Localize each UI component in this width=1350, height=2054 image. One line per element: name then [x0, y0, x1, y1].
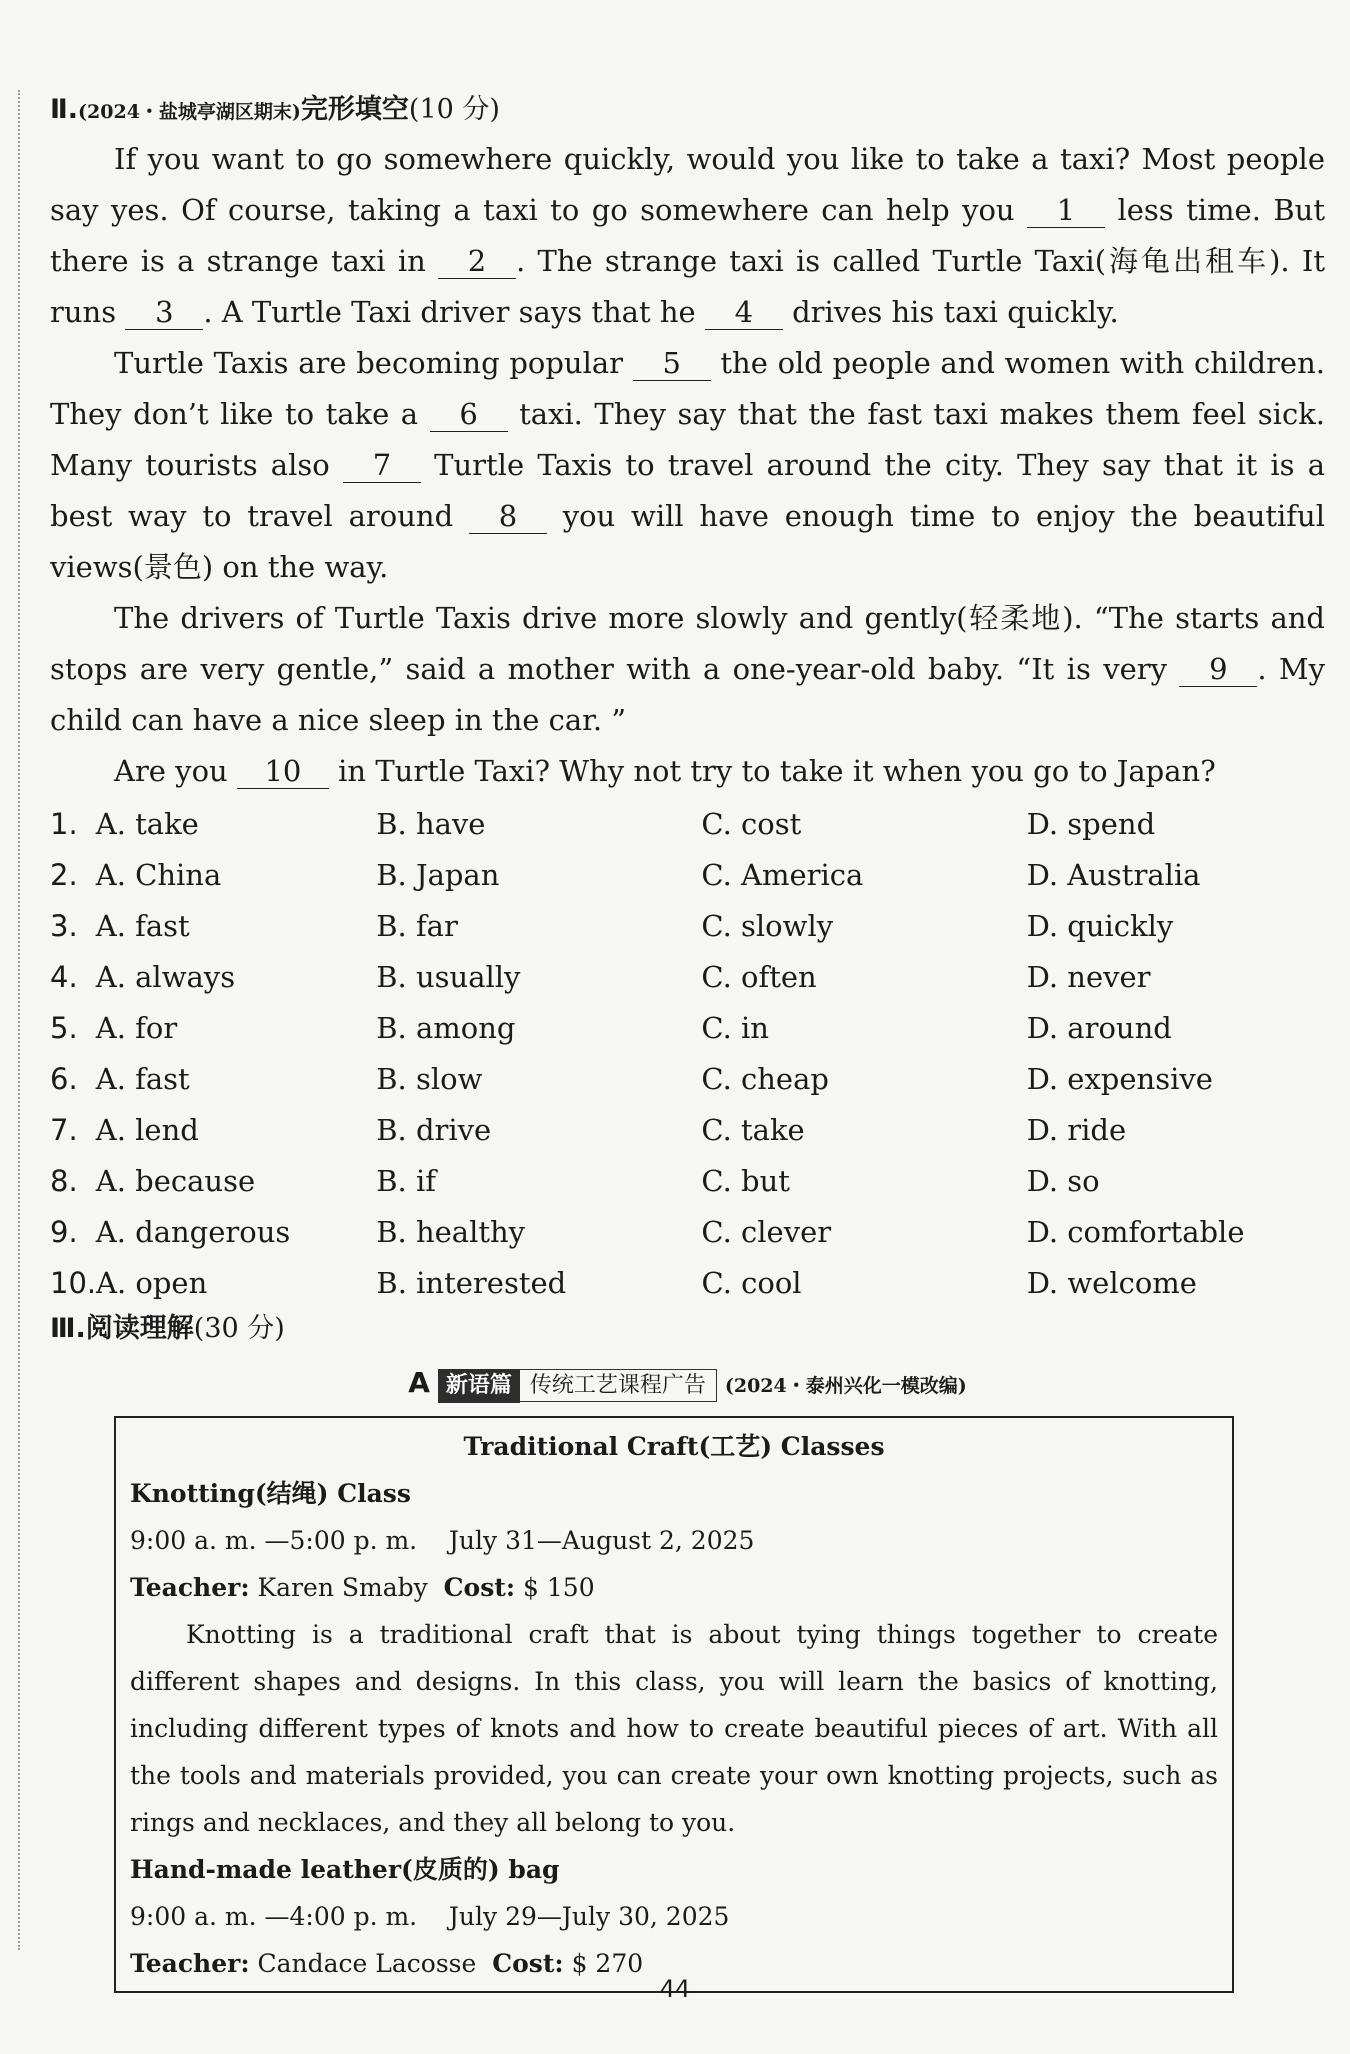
question-number: 10.: [50, 1266, 97, 1300]
option-d: D. quickly: [1026, 909, 1174, 943]
section-title: 完形填空: [300, 94, 409, 125]
blank-3: 3: [125, 295, 203, 330]
section-source: (2024・盐城亭湖区期末): [78, 101, 301, 123]
passage-paragraph-1: [50, 134, 1325, 338]
passage-text: . A Turtle Taxi driver says that he: [203, 295, 705, 329]
option-d: D. never: [1026, 960, 1151, 994]
ad-box: [114, 1416, 1234, 1993]
option-row: [50, 1156, 1325, 1207]
passage-paragraph-4: [50, 746, 1325, 797]
option-d: D. ride: [1026, 1113, 1127, 1147]
new-text-tag: 新语篇: [438, 1369, 520, 1403]
ad-title: Traditional Craft(工艺) Classes: [463, 1432, 885, 1461]
question-number: 4.: [50, 960, 78, 994]
option-row: [50, 1003, 1325, 1054]
cost-value: $ 150: [515, 1573, 595, 1602]
passage-text: taxi. They say that the fast taxi makes them feel sick. Many tourists also: [50, 397, 1325, 482]
option-a: A. dangerous: [95, 1215, 291, 1249]
option-b: B. interested: [376, 1266, 567, 1300]
option-row: [50, 952, 1325, 1003]
option-d: D. Australia: [1026, 858, 1201, 892]
option-a: A. lend: [95, 1113, 199, 1147]
teacher-name: Candace Lacosse: [249, 1949, 493, 1978]
option-c: C. often: [701, 960, 817, 994]
passage-text: drives his taxi quickly.: [782, 295, 1119, 329]
option-d: D. so: [1026, 1164, 1100, 1198]
option-row: [50, 1105, 1325, 1156]
option-c: C. slowly: [701, 909, 834, 943]
options-list: [50, 799, 1325, 1309]
question-number: 7.: [50, 1113, 78, 1147]
option-b: B. slow: [376, 1062, 483, 1096]
passage-text: Are you: [114, 754, 237, 788]
blank-8: 8: [469, 499, 547, 534]
class-2-schedule: 9:00 a. m. —4:00 p. m. July 29—July 30, 2025: [130, 1902, 730, 1931]
option-row: [50, 1054, 1325, 1105]
cost-label: Cost:: [492, 1949, 564, 1978]
passage-letter: A: [408, 1366, 430, 1399]
blank-4: 4: [705, 295, 783, 330]
question-number: 6.: [50, 1062, 78, 1096]
passage-text: less time. But there is a strange taxi in: [50, 193, 1325, 278]
option-a: A. for: [95, 1011, 178, 1045]
passage-text: The drivers of Turtle Taxis drive more slowly and gently(轻柔地). “The starts and stops are very gentle,” said a mother with a one-year-old baby. “It is very: [50, 601, 1325, 686]
section-2-heading: [50, 88, 1325, 134]
option-b: B. drive: [376, 1113, 492, 1147]
passage-text: the old people and women with children. They don’t like to take a: [50, 346, 1325, 431]
blank-7: 7: [343, 448, 421, 483]
option-row: [50, 850, 1325, 901]
teacher-label: Teacher:: [130, 1949, 250, 1978]
option-b: B. usually: [376, 960, 521, 994]
passage-text: Turtle Taxis to travel around the city. They say that it is a best way to travel around: [50, 448, 1325, 533]
teacher-name: Karen Smaby: [249, 1573, 444, 1602]
option-d: D. welcome: [1026, 1266, 1197, 1300]
margin-dotted-line: [18, 90, 20, 1950]
option-row: [50, 1258, 1325, 1309]
option-c: C. take: [701, 1113, 805, 1147]
question-number: 9.: [50, 1215, 78, 1249]
passage-paragraph-2: [50, 338, 1325, 593]
blank-5: 5: [633, 346, 711, 381]
reading-a-heading: [50, 1361, 1325, 1408]
option-b: B. if: [376, 1164, 436, 1198]
option-a: A. China: [95, 858, 222, 892]
cost-label: Cost:: [443, 1573, 516, 1602]
class-1-description: Knotting is a traditional craft that is about tying things together to create different shapes and designs. In this class, you will learn the basics of knotting, including different types of knots and how to create beautiful pieces of art. With all the tools and materials provided, you can create your own knotting projects, such as rings and necklaces, and they all belong to you.: [130, 1620, 1218, 1837]
page-content: [50, 88, 1325, 1993]
cost-value: $ 270: [563, 1949, 644, 1978]
option-d: D. expensive: [1026, 1062, 1213, 1096]
topic-tag: 传统工艺课程广告: [520, 1369, 717, 1402]
section-score: (10 分): [408, 94, 500, 125]
option-c: C. but: [701, 1164, 790, 1198]
blank-6: 6: [430, 397, 508, 432]
option-c: C. cost: [701, 807, 802, 841]
option-a: A. open: [96, 1266, 208, 1300]
passage-text: you will have enough time to enjoy the beautiful views(景色) on the way.: [50, 499, 1325, 584]
blank-2: 2: [438, 244, 516, 279]
page-number: 44: [659, 1975, 691, 2003]
option-b: B. among: [376, 1011, 516, 1045]
option-row: [50, 1207, 1325, 1258]
passage-text: in Turtle Taxi? Why not try to take it when you go to Japan?: [328, 754, 1216, 788]
teacher-label: Teacher:: [130, 1573, 250, 1602]
section-score: (30 分): [193, 1313, 285, 1344]
option-a: A. take: [95, 807, 199, 841]
passage-paragraph-3: [50, 593, 1325, 746]
option-a: A. fast: [95, 909, 190, 943]
option-b: B. have: [376, 807, 486, 841]
class-1-teacher-cost: [130, 1564, 1218, 1611]
class-2-name: Hand-made leather(皮质的) bag: [130, 1855, 560, 1884]
option-c: C. in: [701, 1011, 769, 1045]
option-row: [50, 799, 1325, 850]
question-number: 2.: [50, 858, 78, 892]
option-c: C. clever: [701, 1215, 832, 1249]
question-number: 1.: [50, 807, 78, 841]
option-d: D. around: [1026, 1011, 1172, 1045]
blank-9: 9: [1179, 652, 1257, 687]
passage-text: Turtle Taxis are becoming popular: [114, 346, 633, 380]
option-b: B. healthy: [376, 1215, 526, 1249]
question-number: 8.: [50, 1164, 78, 1198]
option-b: B. Japan: [376, 858, 500, 892]
blank-1: 1: [1027, 193, 1105, 228]
passage-text: If you want to go somewhere quickly, would you like to take a taxi? Most people say yes. Of course, taking a taxi to go somewhere can help you: [50, 142, 1325, 227]
option-a: A. because: [95, 1164, 256, 1198]
option-c: C. cheap: [701, 1062, 829, 1096]
option-d: D. spend: [1026, 807, 1156, 841]
class-1-schedule: 9:00 a. m. —5:00 p. m. July 31—August 2, 2025: [130, 1526, 755, 1555]
section-number: Ⅱ.: [50, 94, 79, 125]
question-number: 3.: [50, 909, 78, 943]
passage-text: . The strange taxi is called Turtle Taxi(海龟出租车). It runs: [50, 244, 1325, 329]
section-number: Ⅲ.: [50, 1313, 86, 1344]
option-c: C. America: [701, 858, 864, 892]
class-1-name: Knotting(结绳) Class: [130, 1479, 411, 1508]
option-c: C. cool: [701, 1266, 802, 1300]
section-3-heading: [50, 1307, 1325, 1351]
option-a: A. fast: [95, 1062, 190, 1096]
question-number: 5.: [50, 1011, 78, 1045]
section-title: 阅读理解: [85, 1313, 194, 1344]
option-b: B. far: [376, 909, 458, 943]
option-a: A. always: [95, 960, 236, 994]
option-d: D. comfortable: [1026, 1215, 1245, 1249]
passage-source: (2024・泰州兴化一模改编): [724, 1375, 967, 1397]
passage-text: . My child can have a nice sleep in the car. ”: [50, 652, 1325, 737]
blank-10: 10: [237, 754, 329, 789]
option-row: [50, 901, 1325, 952]
